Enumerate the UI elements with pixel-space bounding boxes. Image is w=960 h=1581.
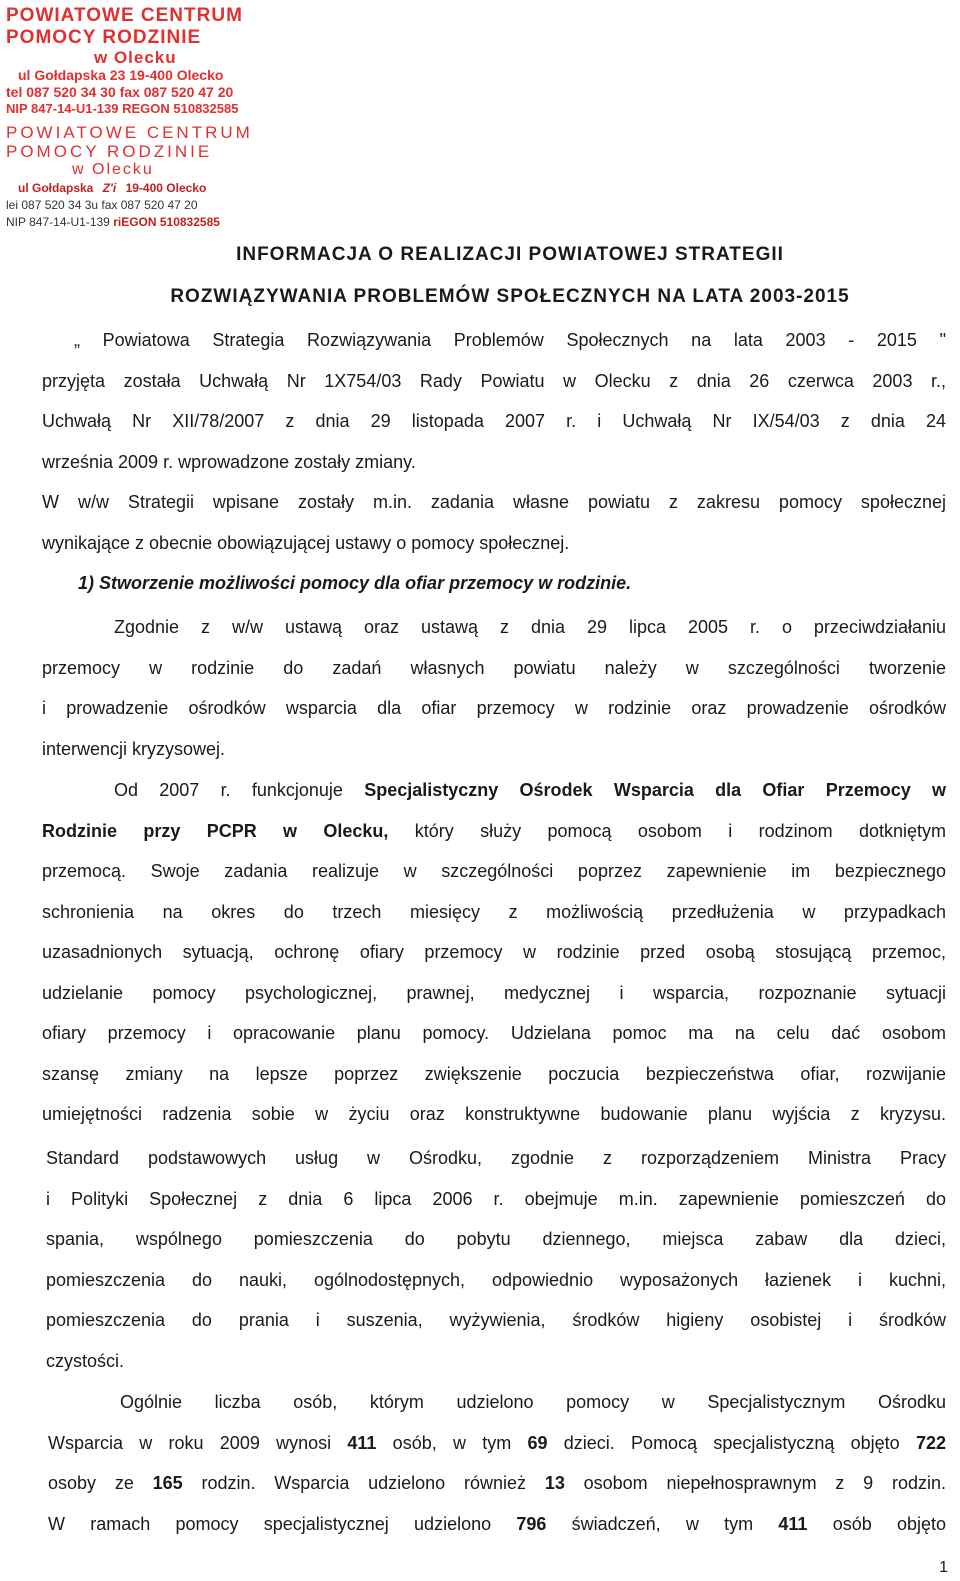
text-line: Uchwałą Nr XII/78/2007 z dnia 29 listopada 2007 r. i Uchwałą Nr IX/54/03 z dnia 24: [42, 411, 946, 431]
text-line: [48, 1463, 946, 1504]
stamp-line: [18, 182, 206, 194]
stamp-text-part: NIP 847-14-U1-139: [6, 215, 114, 229]
number-bold: 13: [544, 1473, 565, 1493]
paragraph-3: [46, 1138, 946, 1381]
stamp-text-part: 19-400 Olecko: [125, 181, 207, 195]
stamp-line: w Olecku: [72, 161, 154, 178]
text-part-bold: Rodzinie przy PCPR w Olecku,: [42, 820, 389, 841]
text-line: ofiary przemocy i opracowanie planu pomocy. Udzielana pomoc ma na celu dać osobom: [42, 1023, 946, 1043]
stamp-image-line: ul Gołdapska 23 19-400 Olecko: [18, 67, 224, 83]
text-part: osób, w tym: [376, 1432, 528, 1453]
stamp-text-part: riEGON 510832585: [113, 215, 220, 229]
text-part: dzieci. Pomocą specjalistyczną objęto: [547, 1432, 916, 1453]
number-bold: 411: [347, 1432, 377, 1453]
text-part: W ramach pomocy specjalistycznej udzielono: [48, 1513, 517, 1534]
text-line: przemocy w rodzinie do zadań własnych powiatu należy w szczególności tworzenie: [42, 657, 946, 678]
text-line: września 2009 r. wprowadzone zostały zmiany.: [42, 451, 416, 472]
text-line: wynikające z obecnie obowiązującej ustawy o pomocy społecznej.: [42, 532, 570, 553]
page-number: 1: [939, 1559, 948, 1576]
intro-paragraph: [42, 320, 946, 563]
text-part: świadczeń, w tym: [546, 1513, 779, 1534]
text-line: szansę zmiany na lepsze poprzez zwiększenie poczucia bezpieczeństwa ofiar, rozwijanie: [42, 1063, 946, 1084]
number-bold: 69: [527, 1432, 548, 1453]
text-part: który służy pomocą osobom i rodzinom dotkniętym: [388, 820, 946, 841]
stamp-image-line: w Olecku: [94, 48, 177, 67]
text-part: Wsparcia w roku 2009 wynosi: [48, 1432, 348, 1453]
text-line: [48, 1504, 946, 1545]
number-bold: 411: [778, 1513, 808, 1534]
number-bold: 722: [915, 1432, 946, 1453]
stamp-image-line: POMOCY RODZINIE: [6, 27, 202, 48]
text-line: [48, 1423, 946, 1464]
text-line: czystości.: [46, 1350, 125, 1371]
text-line: [42, 770, 946, 811]
text-line: pomieszczenia do prania i suszenia, wyżywienia, środków higieny osobistej i środków: [46, 1310, 946, 1330]
text-line: schronienia na okres do trzech miesięcy z możliwością przedłużenia w przypadkach: [42, 901, 946, 922]
text-line: [42, 811, 946, 852]
paragraph-2: [42, 770, 946, 1135]
paragraph-1: [42, 607, 946, 769]
stamp-image-line: tel 087 520 34 30 fax 087 520 47 20: [6, 84, 234, 100]
stamp-line: [6, 216, 220, 228]
document-title-line2: ROZWIĄZYWANIA PROBLEMÓW SPOŁECZNYCH NA LATA 2003-2015: [170, 286, 850, 307]
stamp-image-line: POWIATOWE CENTRUM: [6, 5, 243, 26]
stamp-line: POMOCY RODZINIE: [6, 142, 213, 161]
text-line: „ Powiatowa Strategia Rozwiązywania Problemów Społecznych na lata 2003 - 2015 ": [74, 330, 946, 350]
paragraph-4: [48, 1382, 946, 1544]
text-line: spania, wspólnego pomieszczenia do pobytu dziennego, miejsca zabaw dla dzieci,: [46, 1229, 946, 1249]
document-title-line1: INFORMACJA O REALIZACJI POWIATOWEJ STRATEGII: [236, 244, 784, 265]
number-bold: 796: [516, 1513, 547, 1534]
text-line: interwencji kryzysowej.: [42, 738, 226, 759]
stamp-image-line: NIP 847-14-U1-139 REGON 510832585: [6, 101, 239, 116]
text-line: Ogólnie liczba osób, którym udzielono pomocy w Specjalistycznym Ośrodku: [120, 1392, 946, 1412]
stamp-line: lei 087 520 34 3u fax 087 520 47 20: [6, 198, 198, 212]
number-bold: 165: [152, 1473, 183, 1493]
text-part: osobom niepełnosprawnym z 9 rodzin.: [564, 1473, 946, 1493]
text-part: osób objęto: [807, 1513, 946, 1534]
stamp-text-part: ul Gołdapska: [18, 181, 94, 195]
stamp-line: POWIATOWE CENTRUM: [6, 123, 253, 142]
text-line: Standard podstawowych usług w Ośrodku, zgodnie z rozporządzeniem Ministra Pracy: [46, 1148, 946, 1168]
text-line: przyjęta została Uchwałą Nr 1X754/03 Rady Powiatu w Olecku z dnia 26 czerwca 2003 r.,: [42, 370, 946, 391]
text-line: przemocą. Swoje zadania realizuje w szczególności poprzez zapewnienie im bezpiecznego: [42, 861, 946, 881]
text-part: Od 2007 r. funkcjonuje: [114, 780, 365, 800]
text-line: umiejętności radzenia sobie w życiu oraz konstruktywne budowanie planu wyjścia z kryzysu.: [42, 1104, 946, 1124]
stamp-text-part: Z'i: [102, 181, 117, 195]
text-part: osoby ze: [48, 1473, 153, 1493]
text-line: Zgodnie z w/w ustawą oraz ustawą z dnia 29 lipca 2005 r. o przeciwdziałaniu: [114, 617, 946, 637]
text-line: i prowadzenie ośrodków wsparcia dla ofiar przemocy w rodzinie oraz prowadzenie ośrodków: [42, 698, 946, 718]
text-part-bold: Specjalistyczny Ośrodek Wsparcia dla Ofiar Przemocy w: [364, 780, 946, 800]
text-line: uzasadnionych sytuacją, ochronę ofiary przemocy w rodzinie przed osobą stosującą przemoc,: [42, 942, 946, 962]
text-line: udzielanie pomocy psychologicznej, prawnej, medycznej i wsparcia, rozpoznanie sytuacji: [42, 982, 946, 1003]
section-heading: 1) Stworzenie możliwości pomocy dla ofiar przemocy w rodzinie.: [78, 573, 632, 593]
text-line: i Polityki Społecznej z dnia 6 lipca 2006 r. obejmuje m.in. zapewnienie pomieszczeń do: [46, 1188, 946, 1209]
text-line: W w/w Strategii wpisane zostały m.in. zadania własne powiatu z zakresu pomocy społecznej: [42, 492, 946, 512]
text-part: rodzin. Wsparcia udzielono również: [182, 1473, 545, 1493]
text-line: pomieszczenia do nauki, ogólnodostępnych, odpowiednio wyposażonych łazienek i kuchni,: [46, 1269, 946, 1290]
